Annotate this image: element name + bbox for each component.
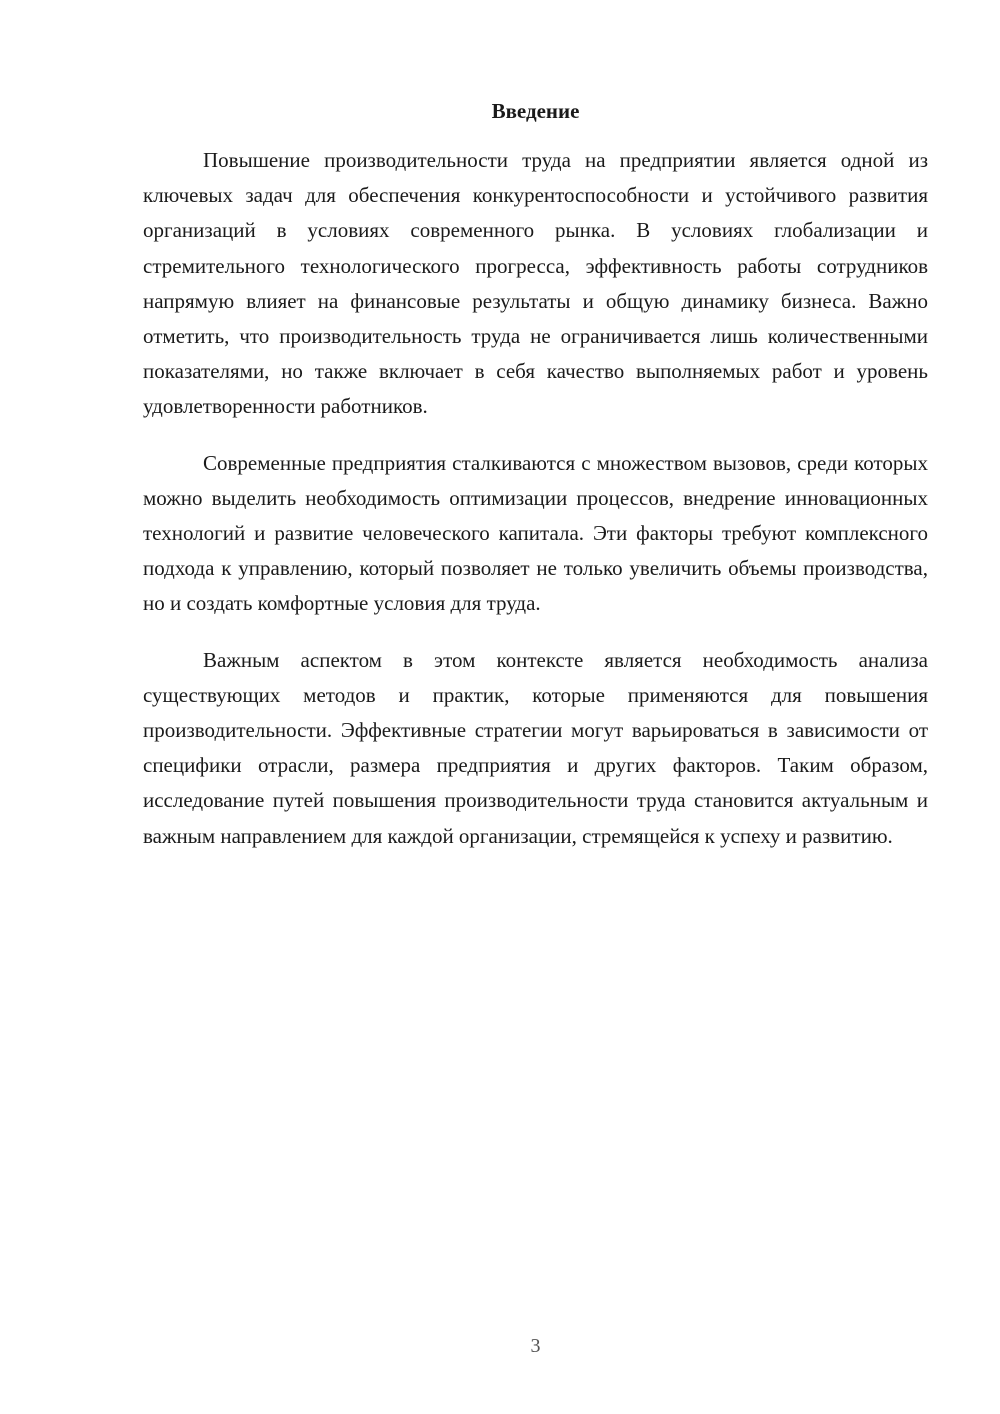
section-heading: Введение [491, 99, 580, 123]
paragraph-3: Важным аспектом в этом контексте является необходимость анализа существующих методов и практик, которые применяются для повышения производительности. Эффективные стратегии могут варьироваться в зависимости от специфики отрасли, размера предприятия и других факторов. Таким образом, исследование путей повышения производительности труда становится актуальным и важным направлением для каждой организации, стремящейся к успеху и развитию. [143, 647, 928, 848]
page-number: 3 [530, 1335, 541, 1357]
paragraph-2: Современные предприятия сталкиваются с множеством вызовов, среди которых можно выделить необходимость оптимизации процессов, внедрение инновационных технологий и развитие человеческого капитала. Эти факторы требуют комплексного подхода к управлению, который позволяет не только увеличить объемы производства, но и создать комфортные условия для труда. [143, 450, 928, 616]
paragraph-1: Повышение производительности труда на предприятии является одной из ключевых задач для обеспечения конкурентоспособности и устойчивого развития организаций в условиях современного рынка. В условиях глобализации и стремительного технологического прогресса, эффективность работы сотрудников напрямую влияет на финансовые результаты и общую динамику бизнеса. Важно отметить, что производительность труда не ограничивается лишь количественными показателями, но также включает в себя качество выполняемых работ и уровень удовлетворенности работников. [143, 148, 928, 419]
body-text [143, 143, 928, 875]
